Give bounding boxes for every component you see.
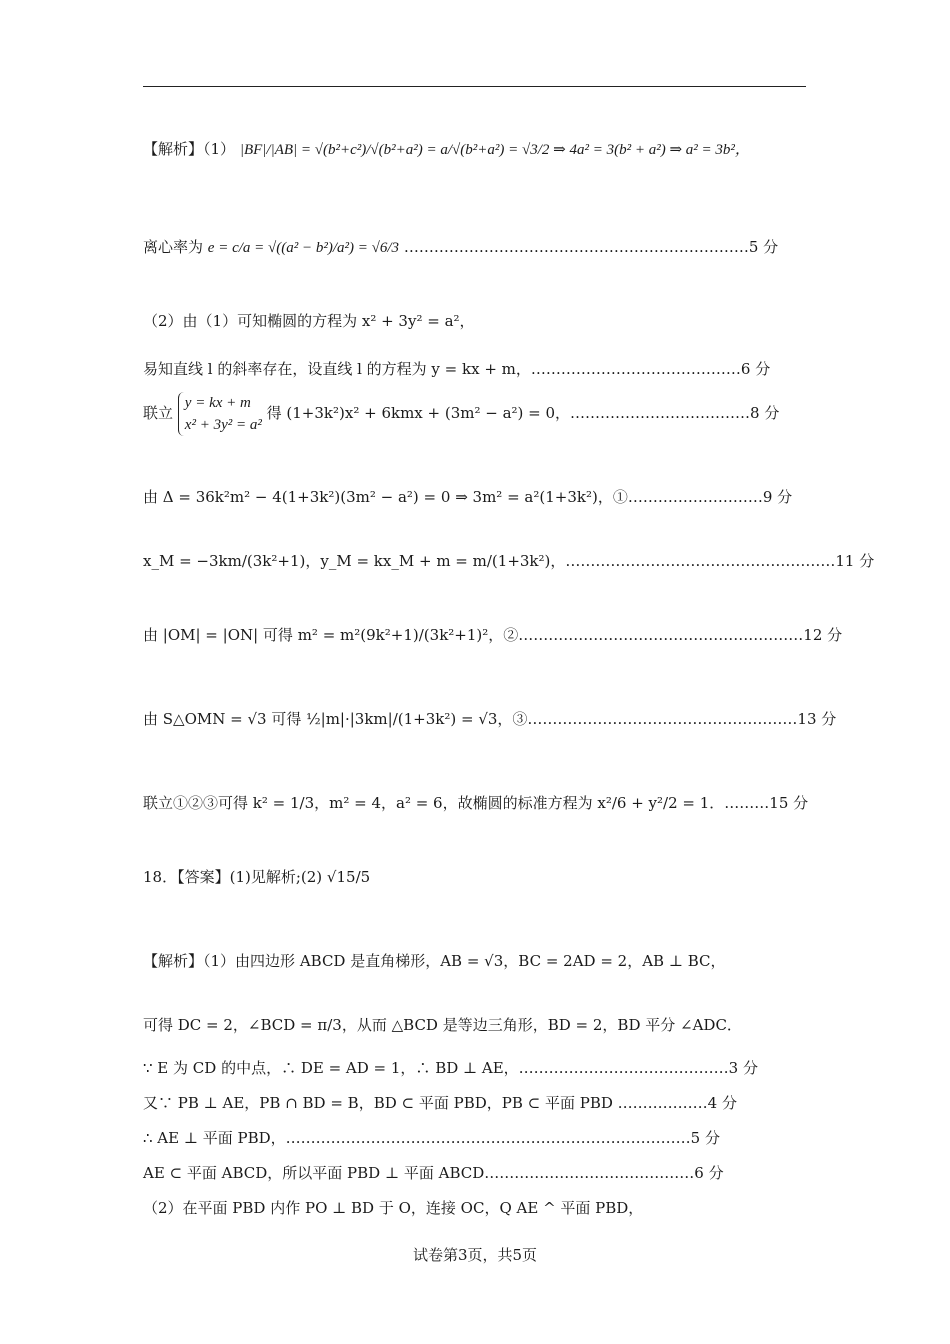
solution-line-9: 由 S△OMN = √3 可得 ½|m|·|3km|/(1+3k²) = √3，③………………………………………………13 分: [143, 710, 837, 728]
equation: |BF|/|AB| = √(b²+c²)/√(b²+a²) = a/√(b²+a²) = √3/2 ⇒ 4a² = 3(b² + a²) ⇒ a² = 3b²，: [239, 142, 750, 158]
solution-18-line-5: ∴ AE ⊥ 平面 PBD，………………………………………………………………………5 分: [143, 1129, 720, 1147]
page-footer: 试卷第3页，共5页: [412, 1246, 538, 1264]
system-eq-2: x² + 3y² = a²: [184, 417, 262, 433]
label: 离心率为: [143, 238, 204, 256]
solution-line-3: （2）由（1）可知椭圆的方程为 x² + 3y² = a²，: [143, 312, 475, 330]
solution-line-8: 由 |OM| = |ON| 可得 m² = m²(9k²+1)/(3k²+1)²，②…………………………………………………12 分: [143, 626, 843, 644]
equation: e = c/a = √((a² − b²)/a²) = √6/3: [207, 240, 400, 256]
label: 联立: [143, 404, 174, 422]
label: 【解析】（1）: [143, 140, 236, 158]
solution-18-line-4: 又∵ PB ⊥ AE，PB ∩ BD = B，BD ⊂ 平面 PBD，PB ⊂ 平面 PBD ………………4 分: [143, 1094, 737, 1112]
system-eq-1: y = kx + m: [184, 395, 251, 411]
solution-line-5: [143, 392, 779, 436]
solution-18-line-7: （2）在平面 PBD 内作 PO ⊥ BD 于 O，连接 OC，Q AE ^ 平面 PBD，: [143, 1199, 644, 1217]
solution-line-4: 易知直线 l 的斜率存在，设直线 l 的方程为 y = kx + m，……………………………………6 分: [143, 360, 771, 378]
label: 18．【答案】(1)见解析;(2): [143, 868, 323, 886]
score: ……………………………………………………………5 分: [403, 238, 779, 256]
solution-18-line-1: 【解析】（1）由四边形 ABCD 是直角梯形，AB = √3，BC = 2AD = 2，AB ⊥ BC，: [143, 952, 726, 970]
solution-line-7: x_M = −3km/(3k²+1)，y_M = kx_M + m = m/(1+3k²)，………………………………………………11 分: [143, 552, 875, 570]
solution-line-2: [143, 236, 778, 257]
header-rule: [143, 86, 806, 87]
solution-line-10: 联立①②③可得 k² = 1/3，m² = 4，a² = 6，故椭圆的标准方程为 x²/6 + y²/2 = 1．………15 分: [143, 794, 809, 812]
equation-system: [178, 392, 262, 436]
solution-18-line-2: 可得 DC = 2，∠BCD = π/3，从而 △BCD 是等边三角形，BD = 2，BD 平分 ∠ADC．: [143, 1016, 742, 1034]
answer-value: √15/5: [326, 868, 371, 886]
solution-18-line-6: AE ⊂ 平面 ABCD，所以平面 PBD ⊥ 平面 ABCD……………………………………6 分: [143, 1164, 724, 1182]
result: 得 (1+3k²)x² + 6kmx + (3m² − a²) = 0，………………………………8 分: [266, 404, 780, 422]
solution-18-line-3: ∵ E 为 CD 的中点，∴ DE = AD = 1，∴ BD ⊥ AE，……………………………………3 分: [143, 1059, 758, 1077]
solution-line-1: [143, 138, 750, 159]
solution-line-6: 由 Δ = 36k²m² − 4(1+3k²)(3m² − a²) = 0 ⇒ 3m² = a²(1+3k²)，①………………………9 分: [143, 488, 793, 506]
answer-18: [143, 866, 370, 887]
